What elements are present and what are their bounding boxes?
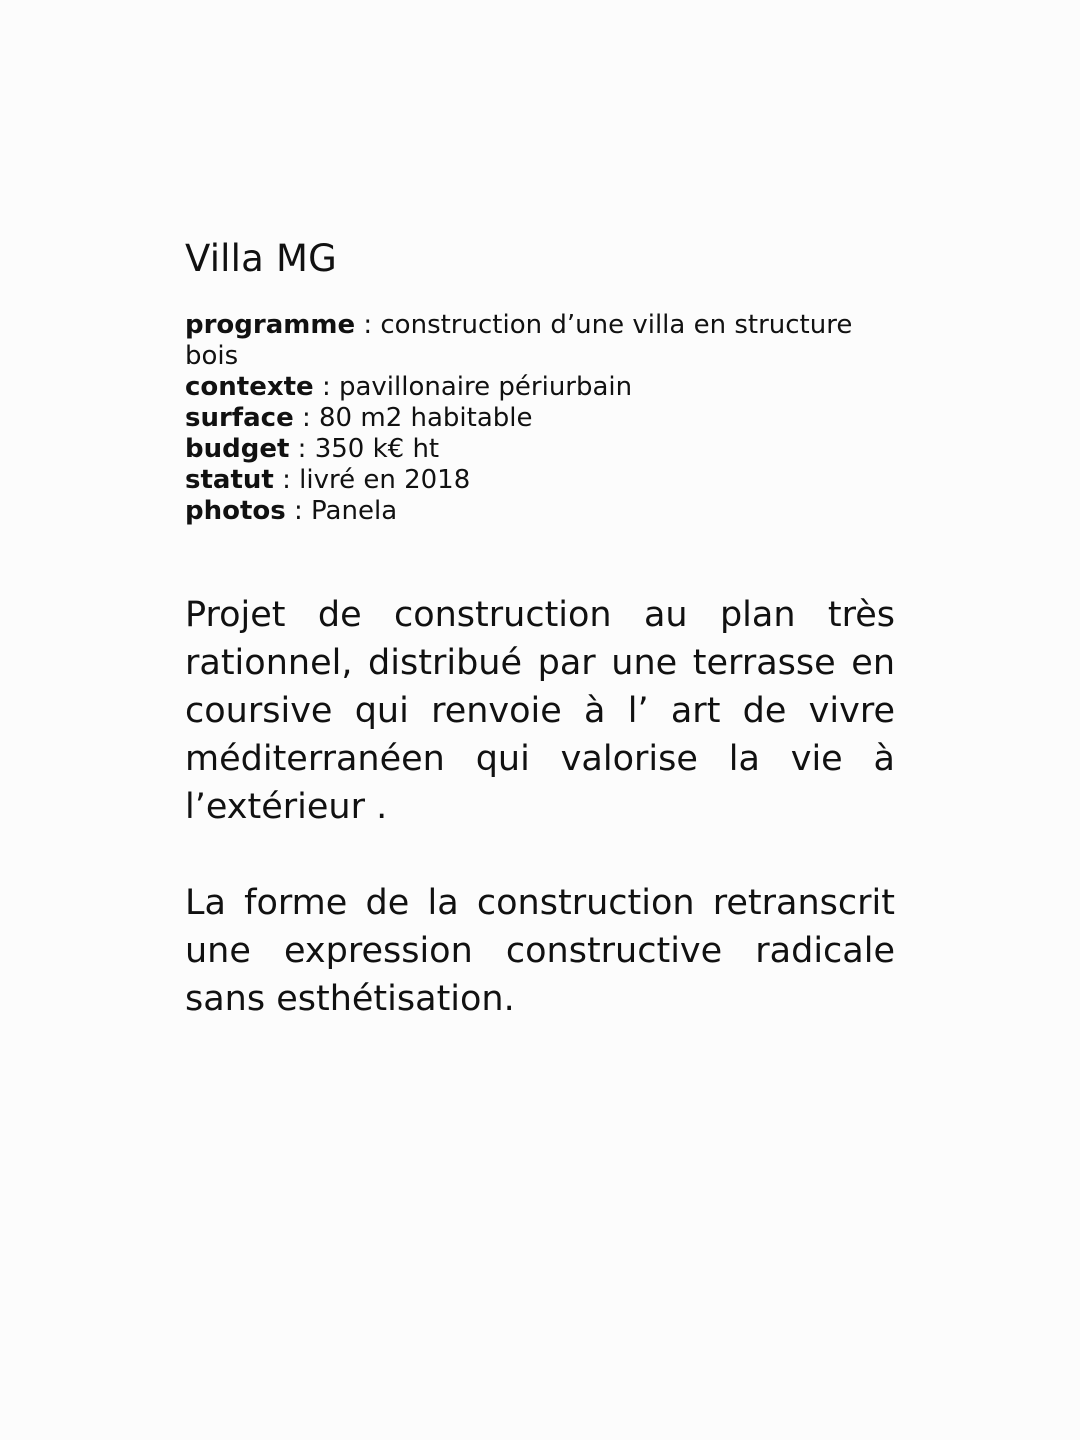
fact-photos (185, 496, 885, 527)
fact-contexte (185, 372, 885, 403)
project-content (185, 236, 895, 1071)
fact-statut (185, 465, 885, 496)
fact-separator: : (293, 403, 320, 433)
fact-surface (185, 403, 885, 434)
fact-label-budget: budget (185, 434, 290, 464)
fact-value-budget: 350 k€ ht (314, 434, 440, 464)
project-title: Villa MG (185, 237, 337, 280)
fact-value-programme: construction d’une villa en structure bois (185, 310, 853, 371)
fact-value-contexte: pavillonaire périurbain (338, 372, 633, 402)
fact-label-statut: statut (185, 465, 274, 495)
fact-separator: : (313, 372, 339, 402)
fact-value-surface: 80 m2 habitable (319, 403, 533, 433)
fact-separator: : (273, 465, 300, 495)
fact-separator: : (285, 496, 312, 526)
fact-budget (185, 434, 885, 465)
project-description (185, 591, 895, 1023)
fact-label-surface: surface (185, 403, 294, 433)
fact-label-contexte: contexte (185, 372, 314, 402)
fact-separator: : (355, 310, 381, 340)
fact-label-photos: photos (185, 496, 286, 526)
description-paragraph: Projet de construction au plan très rationnel, distribué par une terrasse en coursive qui renvoie à l’ art de vivre méditerranéen qui valorise la vie à l’extérieur . (185, 595, 895, 827)
fact-programme (185, 310, 885, 372)
fact-value-photos: Panela (311, 496, 398, 526)
fact-value-statut: livré en 2018 (299, 465, 471, 495)
fact-label-programme: programme (185, 310, 356, 340)
project-facts (185, 310, 885, 527)
description-paragraph: La forme de la construction retranscrit une expression constructive radicale sans esthétisation. (185, 883, 895, 1019)
fact-separator: : (289, 434, 315, 464)
